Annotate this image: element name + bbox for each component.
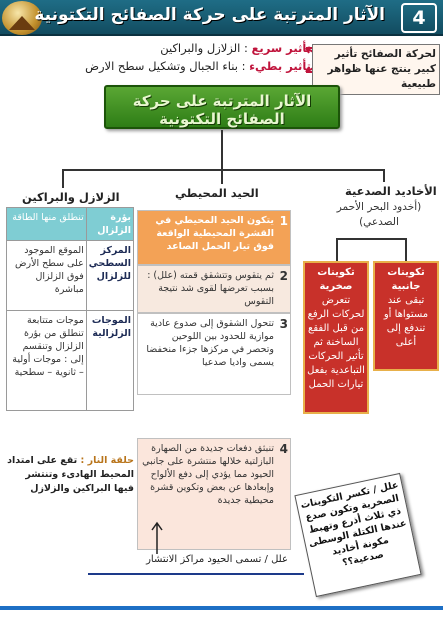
trench-left-line [336,238,338,261]
tree-trunk-line [221,130,223,170]
ring-of-fire-keyword: حلقة النار : [80,455,134,466]
step-text: ثم يتقوس وتتشقق قمته (علل) : بسبب تعرضها لقوى شد نتيجة التقوس [147,270,274,307]
step-text: تتحول الشقوق إلى صدوع عادية موازية للحدود بين اللوحين وتحصر في مركزها جزءا منخفضا يسمى واديا صدعيا [146,318,274,368]
hint-underline [88,573,304,575]
ring-of-fire-text: تقع على امتداد المحيط الهادىء وتنتشر فيها البراكين والزلازل [7,455,134,494]
ridge-step-3 [137,313,291,395]
row-head: بؤرة الزلزال [86,208,133,241]
trench-heading: الأخاديد الصدعية [345,184,437,198]
step-number: 1 [279,214,288,228]
box-heading: تكوينات جانبية [387,267,425,292]
rock-formations-box [303,261,369,414]
table-row [7,208,134,241]
slow-effect-keyword: تأثير بطيء [249,59,311,73]
why-note: علل / تكسر التكوينات الصخرية وتكون صدع ذي ثلاث أذرع وتهبط عندها الكتلة الوسطى مكونة أخاديد صدعية؟؟ [294,473,421,597]
trench-subheading: (أخدود البحر الأحمر الصدعي) [336,201,422,228]
box-text: تتعرض لحركات الرفع من قبل الفقع الساخنة ثم تأثير الحركات التباعدية بفعل تيارات الحمل [307,295,365,390]
tree-branch-line [62,169,384,171]
row-text: تنطلق منها الطاقة [7,208,87,241]
row-head: المركز السطحي للزلزال [86,241,133,311]
step-text: تنبثق دفعات جديدة من الصهارة البازلتية خلالها منتشرة على جانبي الحيود مما يؤدي إلى دفع الألواح وإبعادها عن بعض وتكوين قشرة محيطية جديدة [142,443,274,506]
earthquakes-heading: الزلازل والبراكين [22,190,120,204]
box-text: تبقى عند مستواها أو تندفع إلى أعلى [383,295,429,348]
tree-right-line [383,169,385,182]
row-text: موجات متتابعة تنطلق من بؤرة الزلزال وتنقسم إلى : موجات أولية – ثانوية – سطحية [7,311,87,411]
tree-left-line [62,169,64,188]
ridge-heading: الحيد المحيطي [175,186,259,200]
bottom-rule [0,606,443,610]
ring-of-fire-note [6,454,134,496]
earthquake-table [6,207,134,411]
box-heading: تكوينات صخرية [317,267,355,292]
table-row [7,311,134,411]
fast-effect-keyword: تأثير سريع [251,41,311,55]
ridge-step-2 [137,265,291,313]
table-row [7,241,134,311]
trench-join-line [336,238,407,240]
slow-effect-text: : بناء الجبال وتشكيل سطح الارض [85,59,246,73]
ridge-step-1 [137,210,291,265]
step-number: 4 [279,442,288,456]
ridge-hint: علل / تسمى الحيود مراكز الانتشار [146,554,288,565]
fast-effect-text: : الزلازل والبراكين [160,41,248,55]
tree-middle-line [221,169,223,184]
step-number: 3 [279,317,288,331]
row-text: الموقع الموجود على سطح الأرض فوق الزلزال مباشرة [7,241,87,311]
trench-right-line [405,238,407,261]
step-number: 2 [279,269,288,283]
cause-box: لحركة الصفائح تأثير كبير ينتج عنها ظواهر طبيعية [312,44,440,95]
banner-title: الآثار المترتبة على حركة الصفائح التكتونية [132,92,312,128]
side-formations-box [373,261,439,371]
step-text: يتكون الحيد المحيطي في القشرة المحيطية الواقعة فوق تيار الحمل الصاعد [155,215,274,252]
slow-effect-line [85,59,311,73]
page-title: الآثار المترتبة على حركة الصفائح التكتونية [34,5,385,25]
fast-effect-line [160,41,311,55]
section-number: 4 [401,3,437,33]
up-arrow-icon [150,520,164,556]
row-head: الموجات الزلزالية [86,311,133,411]
